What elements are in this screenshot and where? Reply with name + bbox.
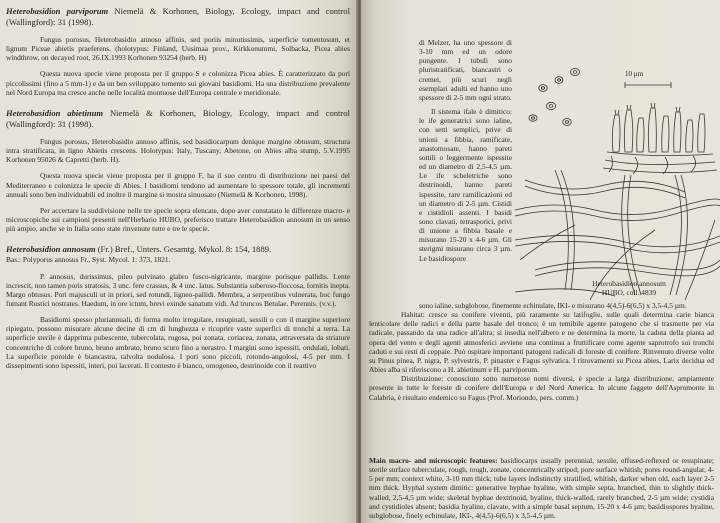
distribution-paragraph: Distribuzione: conosciuto sotto numerose nomi diversi, è specie a larga distribuzione, ampiamente presente in tutte le foreste di conifere dell'Europa e del Nord America. In alcune faggete dell'Aspromonte in Calabria, è risultato endemico su Fagus (Prof. Moriondo, pers. comm.): [369, 374, 714, 402]
species-name: Heterobasidion annosum: [6, 244, 96, 255]
basionym: Bas.: Polyporus annosus Fr., Syst. Mycol. 1: 373, 1821.: [6, 255, 171, 265]
left-page: [0, 0, 358, 523]
features-text: basidiocarps usually perennial, sessile, effused-reflexed or resupinate; sterile surface tuberculate, rough, tough, zonate, concentrically striped; pore surface whitish; pores round-angular, 4-5 per mm; context white, 3-10 mm thick; tube layers indistinctly stratified, whitish, darker when old, each layer 2-5 mm thick. Hyphal system dimitic: generative hyphae hyaline, with simple septa, branched, thin to slightly thick-walled, 2,5-4,5 µm wide; skeletal hyphae dextrinoid, hyaline, thick-walled, rarely branched, 2-5 µm wide; cystidia and cystidioles absent; basidia hyaline, clavate, with a simple basal septum, 15-20 x 4-6 µm; basidiospores hyaline, subglobose, finely echinulate, IKI-, 4(4,5)-6(6,5) x 3,5-4,5 µm.: [369, 456, 714, 520]
features-label: Main macro- and microscopic features:: [369, 456, 498, 465]
latin-diagnosis-parviporum: Fungus porosus, Heterobasidio annoso affinis, sed poriis minutissimis, superficie tomentosum, et lignum Piceae abietis praeferens. (holotypus: Finland, Uusimaa prov., Kirkkonummi, Solbacka, Picea abies windthrow, on decayed root, 26.IX.1993 Korhonen 93254 (herb. H): [6, 35, 350, 63]
species-name: Heterobasidion abietinum: [6, 107, 104, 118]
habitat-paragraph: Habitat: cresce su conifere viventi, più raramente su latifoglie, sulle quali determina carie bianca lenticolare delle radici e della parte basale del tronco; è un temibile agente patogeno che si trasmette per via radicale, passando da una radice all'altra; si insedia nell'albero e ne determina la morte, la caduta della pianta ad opera del vento e degli agenti atmosferici avviene una continua a fruttificare come agente saprotrofo sui tronchi caduti e sui resti di ceppaie. Può ospitare importanti patogeni radicali di foreste di conifere. Rinvenuto diverse volte su Pinus pinea, P. nigra, P. sylvestris, P. pinaster e Fagus sylvatica. I ritrovamenti su Picea abies, Larix decidua ed Abies alba si riferiscono a H. abietinum e H. parviporum.: [369, 310, 714, 375]
species-citation: (Fr.) Bref., Unters. Gesamtg. Mykol. 8: 154, 1889.: [95, 244, 272, 255]
original-description: P. annosus, durissimus, pileo pulvinato glabro fusco-nigricante, margine porisque pallidis. Lente increscit, non tamen poris stratosis, 3 unc. fere crassus, & 4 unc. latus. Substantia suberoso-floccosa, fornitis inepta. Margo obtusus. Pori majusculi ut in priori, sed rotundi, ligneo-pallidi. Membra, a serpentibus vulnerata, hoc fungo fumant Rustici nostrates. Haedum, in ore ictum, brevi exinde sanatum vidi. Ad truncos Betulae. Perennis. (v.v.).: [6, 271, 350, 308]
hyphae-drawing-svg: [515, 60, 720, 304]
left-column: [6, 6, 350, 370]
context-description: di Melzer, ha uno spessore di 3-10 mm ed un odore pungente. I tubuli sono pluristratificati, biancastri o cremei, più scuri negli esemplari adulti ed hanno uno spessore di 2-5 mm ogni strato.: [419, 38, 512, 102]
species-citation: Niemelä & Korhonen, Biology, Ecology, impact and control (Wallingford): 31 (1998).: [6, 107, 350, 129]
heading-parviporum: [6, 6, 350, 28]
microscopy-illustration: [515, 60, 720, 304]
description-annosum: Basidiomi spesso pluriannuali, di forma molto irregolare, resupinati, sessili o con il margine superiore ripiegato, possono misurare alcune decine di cm di lunghezza e ricoprire vaste superfici di tronchi a terra. La superficie sterile è dapprima pubescente, tubercolata, rugosa, poi zonata, coriacea, zonata, attraversata da striature concentriche di colore bruno, bruno ambrato, bruno scuro fino a nerastro. I margini sono ispessiti, ondulati, lobati. La superficie poroide è biancastra, talvolta nodulosa. I pori sono piccoli, rotondo-angolosi, 4-5 per mm. I dissepimenti sono ispessiti, interi, poi lacerati. Il contesto è bianco, omogeneo, destrinoide con il reattivo: [6, 315, 350, 370]
scale-bar-label: 10 µm: [625, 70, 644, 78]
note-subdivision: Per accertare la suddivisione nelle tre specie sopra elencate, dopo aver constatato le differenze macro- e microscopiche sui campioni presenti nell'Herbario HUBO, preferisco trattare Heterobasidion annosum in un senso più ampio, anche se in Italia sono state rinvenute tutte e tre le specie.: [6, 205, 350, 234]
caption-collection: HUBO, coll. 4839: [601, 288, 657, 298]
caption-species: Heterobasidion annosum: [592, 279, 666, 288]
full-column: [369, 301, 714, 402]
english-summary: [369, 456, 714, 520]
features-paragraph: [369, 456, 714, 520]
description-abietinum: Questa nuova specie viene proposta per il gruppo F, ha il suo centro di distribuzione nei paesi del Mediterraneo e colonizza le specie di Abies. I basidiomi tendono ad aumentare lo spessore totale, gli incrementi annuali sono ben individuabili ed inoltre il margine si mostra sinuosato (Niemelä & Korhonen, 1998).: [6, 171, 350, 199]
narrow-column: [419, 38, 512, 263]
hyphal-description: Il sistema ifale è dimitico: le ife generatrici sono ialine, con setti semplici, prive di unioni a fibbia, ramificate, anastomosate, hanno pareti sottili o leggermente ispessite ed un diametro di 2,5-4,5 µm. Le ife scheletriche sono destrinoidi, hanno pareti ispessite, rare ramificazioni ed un diametro di 2-5 µm. Cistidi e cistidioli assenti. I basidi sono clavati, tetrasporici, privi di unione a fibbia basale e misurano 15-20 x 4-6 µm. Gli sterigmi misurano circa 3 µm. Le basidiospore: [419, 107, 512, 263]
figure-caption: [559, 279, 699, 297]
latin-diagnosis-abietinum: Fungus porosus, Heterobasidio annoso affinis, sed basidiocarpum denique marginе obtusum, structura intra stratificata, in ligno Abietis crescens. Holotypus: Italy, Tuscany, Abetone, on Abies alba stump, 5.V.1995 Korhonen 95026 & Capretti (herb. H).: [6, 136, 350, 165]
spore-description: sono ialine, subglobose, finemente echinulate, IKI- e misurano 4(4,5)-6(6,5) x 3,5-4,5 µm.: [419, 301, 687, 310]
species-name: Heterobasidion parviporum: [6, 6, 109, 16]
description-parviporum: Questa nuova specie viene proposta per il gruppo S e colonizza Picea abies. È caratterizzato da pori piccolissimi (fino a 5 mm-1) e da un ben sviluppato tomento sui giovani basidiomi. Ha una distribuzione prevalente nel Nord Europa ma cresce anche nelle località montuose dell'Europa centrale e meridionale.: [6, 69, 350, 97]
species-citation: Niemelä & Korhonen, Biology, Ecology, impact and control (Wallingford): 31 (1998).: [6, 6, 350, 27]
heading-abietinum: [6, 108, 350, 130]
heading-annosum: [6, 244, 350, 255]
right-page: [361, 0, 720, 523]
